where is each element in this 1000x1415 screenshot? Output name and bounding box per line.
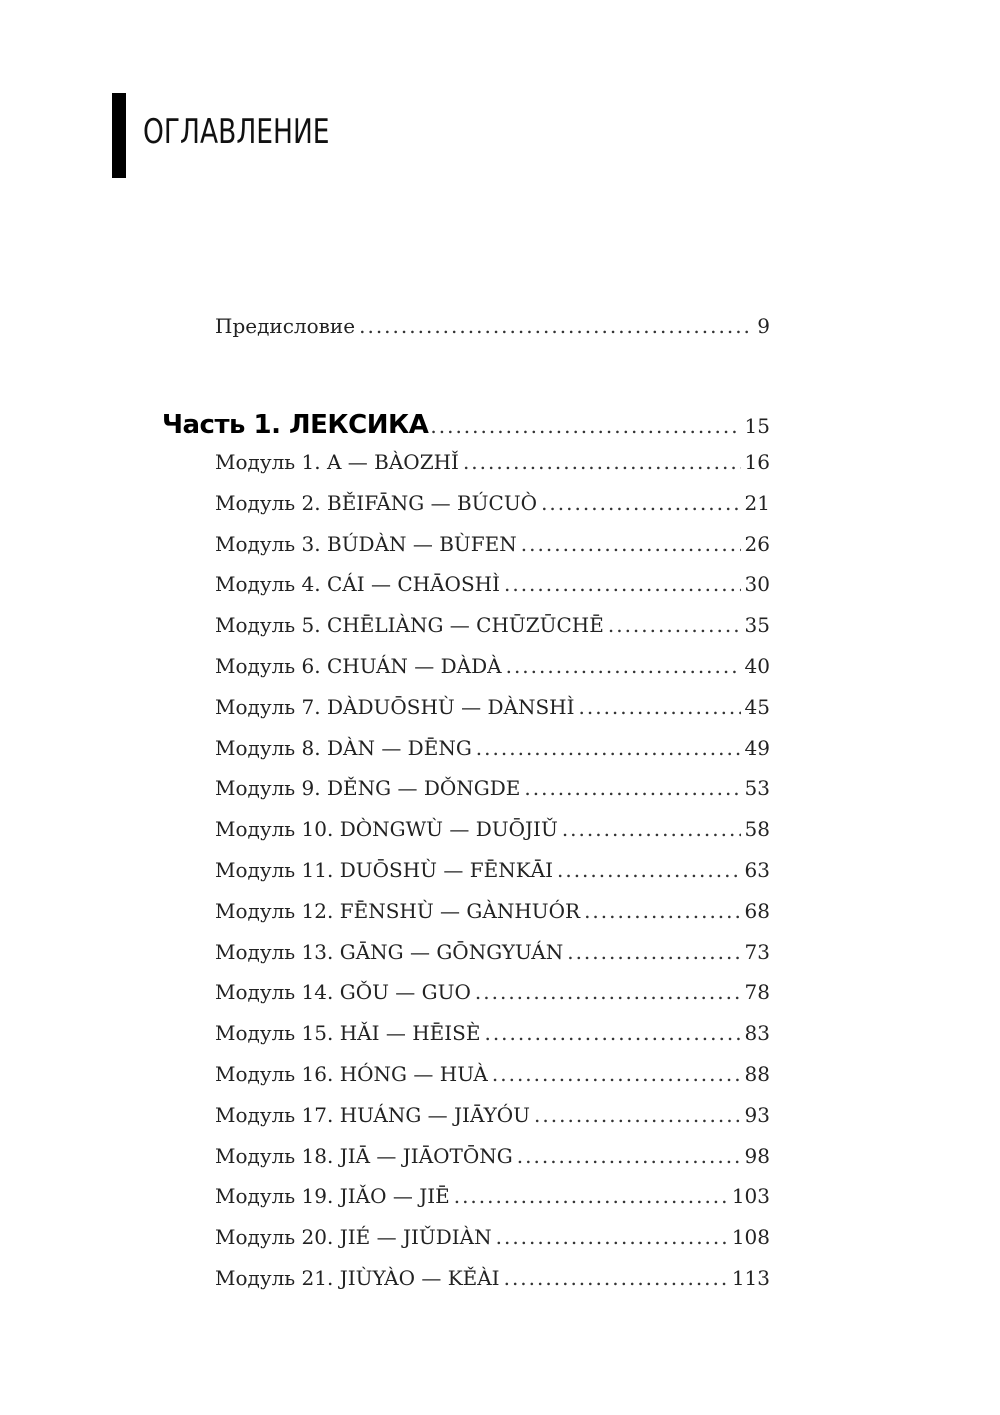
toc-entry-page: 30 [744,572,770,597]
leader-dots [562,817,741,841]
toc-entry-page: 88 [744,1062,770,1086]
heading-accent-bar [112,93,126,178]
toc-entry-page: 21 [744,490,770,515]
toc-entry-label: Модуль 3. BÚDÀN — BÙFEN [215,531,517,556]
toc-entry-module[interactable] [215,1144,770,1178]
toc-entry-label: Предисловие [215,314,356,338]
part-title: Часть 1. ЛЕКСИКА [162,410,429,440]
toc-entry-label: Модуль 21. JIÙYÀO — KĚÀI [215,1266,500,1290]
toc-entry-module[interactable] [215,940,770,974]
toc-entry-module[interactable] [215,736,770,770]
toc-entry-label: Модуль 8. DÀN — DĒNG [215,735,472,760]
leader-dots [475,980,741,1004]
leader-dots [506,654,741,678]
toc-entry-module[interactable] [215,613,770,647]
leader-dots [557,858,741,882]
toc-entry-label: Модуль 2. BĚIFĀNG — BÚCUÒ [215,490,538,515]
toc-entry-label: Модуль 15. HǍI — HĒISÈ [215,1021,481,1046]
page-title: ОГЛАВЛЕНИЕ [143,112,330,152]
toc-entry-label: Модуль 20. JIÉ — JIǓDIÀN [215,1225,492,1250]
leader-dots [484,1021,740,1045]
leader-dots [524,776,740,800]
toc-entry-label: Модуль 9. DĚNG — DǑNGDE [215,776,521,801]
toc-entry-label: Модуль 13. GĀNG — GŌNGYUÁN [215,939,564,964]
toc-entry-label: Модуль 5. CHĒLIÀNG — CHŪZŪCHĒ [215,613,604,638]
leader-dots [541,491,740,515]
toc-entry-label: Модуль 11. DUŌSHÙ — FĒNKĀI [215,858,553,882]
toc-entry-module[interactable] [215,1225,770,1259]
leader-dots [608,613,741,637]
toc-entry-module[interactable] [215,776,770,810]
toc-entry-module[interactable] [215,450,770,484]
toc-entry-label: Модуль 10. DÒNGWÙ — DUŌJIǓ [215,817,558,842]
toc-entry-page: 68 [744,898,770,923]
toc-part-heading[interactable] [162,410,770,450]
leader-dots [567,940,740,964]
toc-entry-page: 9 [757,314,770,338]
toc-entry-page: 58 [744,817,770,842]
toc-entry-module[interactable] [215,817,770,851]
toc-entry-page: 83 [744,1021,770,1046]
leader-dots [454,1184,728,1208]
toc-entry-page: 108 [731,1225,770,1250]
toc-entry-preface[interactable] [215,314,770,348]
toc-entry-label: Модуль 6. CHUÁN — DÀDÀ [215,654,502,678]
leader-dots [584,899,740,923]
leader-dots [359,314,753,338]
toc-entry-label: Модуль 12. FĒNSHÙ — GÀNHUÓR [215,898,581,923]
toc-entry-page: 98 [744,1143,770,1168]
toc-entry-module[interactable] [215,695,770,729]
toc-entry-module[interactable] [215,1184,770,1218]
toc-entry-module[interactable] [215,1103,770,1137]
toc-entry-page: 49 [744,735,770,760]
toc-entry-label: Модуль 7. DÀDUŌSHÙ — DÀNSHÌ [215,694,575,719]
toc-entry-label: Модуль 19. JIǍO — JIĒ [215,1184,450,1209]
toc-entry-page: 35 [744,613,770,638]
toc-entry-module[interactable] [215,980,770,1014]
toc-entry-module[interactable] [215,654,770,688]
part-page: 15 [744,414,770,438]
toc-entry-label: Модуль 16. HÓNG — HUÀ [215,1062,488,1086]
leader-dots [517,1144,741,1168]
toc-entry-module[interactable] [215,1266,770,1300]
leader-dots [463,450,741,474]
leader-dots [521,532,741,556]
toc-entry-page: 93 [744,1102,770,1127]
toc-entry-page: 40 [744,654,770,678]
leader-dots [476,736,741,760]
toc-entry-module[interactable] [215,858,770,892]
leader-dots [504,572,741,596]
toc-entry-module[interactable] [215,1021,770,1055]
leader-dots [496,1225,728,1249]
toc-entry-page: 16 [744,450,770,474]
toc-entry-page: 73 [744,939,770,964]
toc-entry-page: 45 [744,694,770,719]
toc-entry-label: Модуль 1. A — BÀOZHǏ [215,450,459,474]
toc-entry-label: Модуль 14. GǑU — GUO [215,980,471,1005]
toc-entry-page: 63 [744,858,770,882]
leader-dots [534,1103,741,1127]
toc-entry-module[interactable] [215,572,770,606]
toc-entry-label: Модуль 17. HUÁNG — JIĀYÓU [215,1102,531,1127]
toc-entry-module[interactable] [215,899,770,933]
toc-entry-page: 113 [731,1266,770,1290]
toc-entry-label: Модуль 4. CÁI — CHĀOSHÌ [215,572,500,597]
toc-entry-module[interactable] [215,532,770,566]
leader-dots [430,414,738,438]
leader-dots [504,1266,728,1290]
toc-entry-page: 26 [744,531,770,556]
leader-dots [579,695,741,719]
toc-entry-module[interactable] [215,1062,770,1096]
toc-entry-page: 103 [731,1184,770,1209]
toc-entry-label: Модуль 18. JIĀ — JIĀOTŌNG [215,1143,513,1168]
leader-dots [492,1062,741,1086]
toc-entry-module[interactable] [215,491,770,525]
toc-entry-page: 53 [744,776,770,801]
toc-entry-page: 78 [744,980,770,1005]
